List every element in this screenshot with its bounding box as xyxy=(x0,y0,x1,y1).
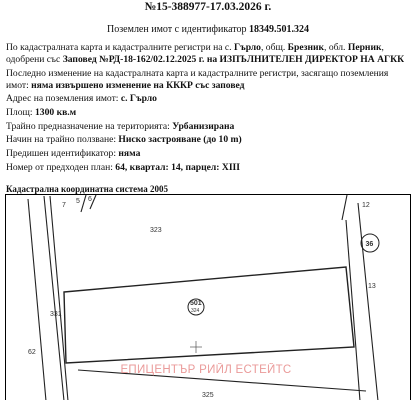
previous-id-label: Предишен идентификатор: xyxy=(6,148,116,160)
previous-id-line xyxy=(6,148,410,160)
label-324: 324 xyxy=(191,308,200,314)
purpose-label: Трайно предназначение на територията: xyxy=(6,120,170,132)
boundary-left-road xyxy=(50,196,68,400)
boundary-right-top xyxy=(342,195,347,220)
property-info xyxy=(6,42,410,175)
document-subtitle xyxy=(0,24,416,35)
subtitle-label: Поземлен имот с идентификатор xyxy=(107,24,247,35)
cadastral-map xyxy=(5,194,411,400)
label-5: 5 xyxy=(76,198,80,205)
label-62: 62 xyxy=(28,349,36,356)
label-36: 36 xyxy=(365,241,374,248)
document-number: №15-388977-17.03.2026 г. xyxy=(144,1,272,13)
purpose-line xyxy=(6,121,410,133)
last-change-label: Последно изменение на кадастралната карта и кадастралните регистри, засягащо поземления имот: xyxy=(6,67,389,91)
last-change-line xyxy=(6,68,410,92)
label-13: 13 xyxy=(368,283,376,290)
previous-id-value: няма xyxy=(118,148,141,160)
property-identifier: 18349.501.324 xyxy=(248,24,309,35)
municipality-prefix: , общ. xyxy=(260,42,286,53)
boundary-left-inner xyxy=(44,196,64,400)
boundary-left-outer xyxy=(28,199,46,400)
use-line xyxy=(6,134,410,146)
plan-number-line xyxy=(6,162,410,174)
address-label: Адрес на поземления имот: xyxy=(6,93,119,105)
region-prefix: , обл. xyxy=(324,42,346,53)
map-caption: Кадастрална координатна система 2005 xyxy=(6,184,168,194)
cadastral-intro-text: По кадастралната карта и кадастралните регистри на с. xyxy=(6,42,232,53)
center-cross xyxy=(190,341,202,353)
area-value: 1300 кв.м xyxy=(34,106,77,118)
boundary-right-inner xyxy=(346,220,360,400)
municipality-name: Брезник xyxy=(287,42,325,53)
label-323: 323 xyxy=(150,227,162,234)
address-line xyxy=(6,93,410,105)
purpose-value: Урбанизирана xyxy=(172,120,235,132)
area-line xyxy=(6,107,410,119)
region-name: Перник xyxy=(347,42,382,53)
label-331: 331 xyxy=(50,311,62,318)
last-change-value: няма извършено изменение на КККР със заповед xyxy=(31,79,245,91)
use-label: Начин на трайно ползване: xyxy=(6,134,117,146)
label-12: 12 xyxy=(362,202,370,209)
watermark-text: ЕПИЦЕНТЪР РИЙЛ ЕСТЕЙТС xyxy=(120,364,292,376)
address-value: с. Гърло xyxy=(120,93,157,105)
boundary-right-outer xyxy=(358,203,378,400)
label-6: 6 xyxy=(88,196,92,203)
plan-number-label: Номер от предходен план: xyxy=(6,161,113,173)
cadastral-map-line xyxy=(6,42,410,66)
village-name: Гърло xyxy=(234,42,261,53)
boundary-top-parcel xyxy=(81,195,86,212)
label-325: 325 xyxy=(202,392,214,399)
comma: , xyxy=(381,42,384,53)
label-7: 7 xyxy=(62,202,66,209)
label-501: 501 xyxy=(190,300,202,307)
plan-number-value: 64, квартал: 14, парцел: XIII xyxy=(115,161,241,173)
approval-order: Заповед №РД-18-162/02.12.2025 г. на ИЗПЪЛНИТЕЛЕН ДИРЕКТОР НА АГКК xyxy=(62,53,405,65)
parcel-324-outline xyxy=(64,267,354,363)
cadastral-map-drawing xyxy=(6,195,410,400)
use-value: Ниско застрояване (до 10 m) xyxy=(118,134,242,146)
area-label: Площ: xyxy=(6,106,33,118)
approved-by-text: одобрени със xyxy=(6,53,61,65)
